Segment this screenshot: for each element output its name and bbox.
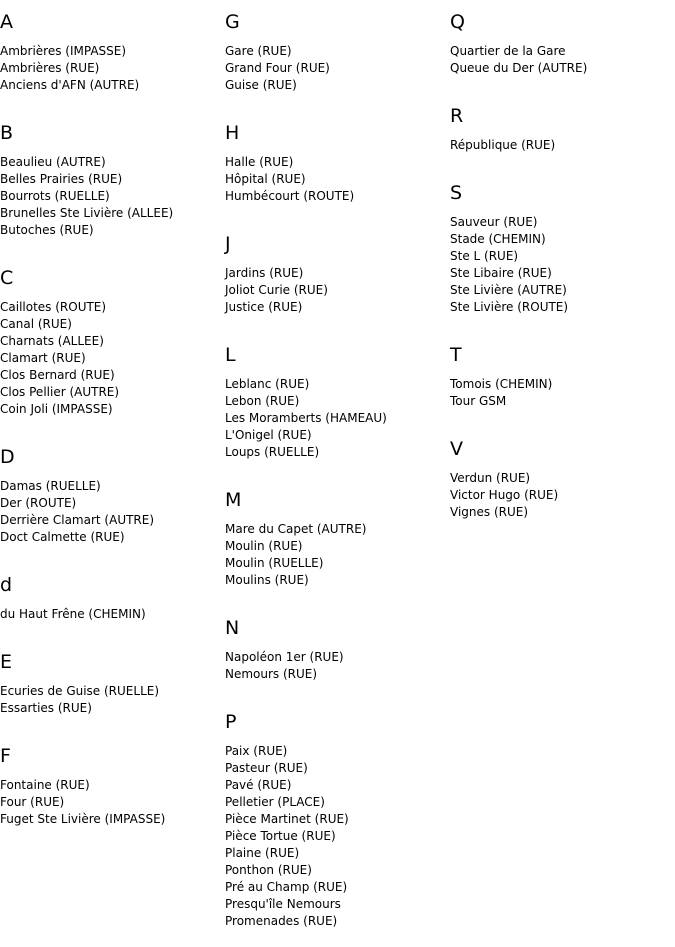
street-link[interactable]: Pièce Martinet (RUE) (225, 812, 349, 826)
street-link[interactable]: Victor Hugo (RUE) (450, 488, 559, 502)
street-link[interactable]: Guise (RUE) (225, 78, 297, 92)
letter-heading: V (450, 438, 463, 460)
street-link[interactable]: Vignes (RUE) (450, 505, 529, 519)
letter-group (0, 256, 225, 435)
letter-group (225, 478, 450, 606)
street-link[interactable]: Ecuries de Guise (RUELLE) (0, 684, 160, 698)
street-link[interactable]: Presqu'île Nemours (225, 897, 341, 911)
street-link[interactable]: Plaine (RUE) (225, 846, 300, 860)
letter-heading: B (0, 122, 14, 144)
street-list (225, 145, 450, 222)
street-link[interactable]: Clamart (RUE) (0, 351, 86, 365)
street-link[interactable]: Halle (RUE) (225, 155, 294, 169)
street-link[interactable]: Joliot Curie (RUE) (225, 283, 328, 297)
letter-heading: S (450, 182, 463, 204)
street-link[interactable]: Fuget Ste Livière (IMPASSE) (0, 812, 166, 826)
letter-group (450, 94, 675, 171)
letter-heading: d (0, 574, 13, 596)
street-link[interactable]: Brunelles Ste Livière (ALLEE) (0, 206, 174, 220)
street-link[interactable]: Der (ROUTE) (0, 496, 77, 510)
letter-heading: H (225, 122, 240, 144)
street-link[interactable]: Butoches (RUE) (0, 223, 94, 237)
letter-heading: A (0, 11, 13, 33)
street-list (225, 640, 450, 700)
street-link[interactable]: Moulin (RUE) (225, 539, 303, 553)
street-link[interactable]: Four (RUE) (0, 795, 65, 809)
letter-heading: Q (450, 11, 465, 33)
street-link[interactable]: République (RUE) (450, 138, 556, 152)
street-link[interactable]: Belles Prairies (RUE) (0, 172, 123, 186)
street-link[interactable]: Loups (RUELLE) (225, 445, 320, 459)
letter-heading: G (225, 11, 240, 33)
street-link[interactable]: Grand Four (RUE) (225, 61, 330, 75)
index-column-2 (225, 0, 450, 947)
street-link[interactable]: Pré au Champ (RUE) (225, 880, 348, 894)
street-link[interactable]: Moulins (RUE) (225, 573, 309, 587)
letter-heading: L (225, 344, 236, 366)
index-column-3 (450, 0, 675, 538)
street-link[interactable]: Promenades (RUE) (225, 914, 338, 928)
letter-group (450, 427, 675, 538)
street-link[interactable]: Paix (RUE) (225, 744, 288, 758)
letter-group (450, 0, 675, 94)
letter-group (225, 111, 450, 222)
street-link[interactable]: Gare (RUE) (225, 44, 292, 58)
street-list (450, 367, 675, 427)
street-list (450, 461, 675, 538)
street-link[interactable]: Pièce Tortue (RUE) (225, 829, 336, 843)
street-link[interactable]: Leblanc (RUE) (225, 377, 310, 391)
street-link[interactable]: Tomois (CHEMIN) (450, 377, 553, 391)
street-link[interactable]: Tour GSM (450, 394, 507, 408)
street-link[interactable]: Ambrières (IMPASSE) (0, 44, 127, 58)
letter-heading: R (450, 105, 464, 127)
street-link[interactable]: Napoléon 1er (RUE) (225, 650, 344, 664)
street-link[interactable]: Mare du Capet (AUTRE) (225, 522, 367, 536)
street-link[interactable]: Coin Joli (IMPASSE) (0, 402, 113, 416)
street-link[interactable]: Caillotes (ROUTE) (0, 300, 107, 314)
letter-group (450, 171, 675, 333)
street-link[interactable]: Anciens d'AFN (AUTRE) (0, 78, 140, 92)
street-link[interactable]: Moulin (RUELLE) (225, 556, 324, 570)
street-link[interactable]: du Haut Frêne (CHEMIN) (0, 607, 146, 621)
street-list (0, 768, 225, 845)
street-list (0, 469, 225, 563)
street-link[interactable]: Nemours (RUE) (225, 667, 318, 681)
letter-heading: P (225, 711, 237, 733)
street-link[interactable]: Clos Bernard (RUE) (0, 368, 115, 382)
street-link[interactable]: Doct Calmette (RUE) (0, 530, 125, 544)
street-list (225, 34, 450, 111)
street-list (225, 367, 450, 478)
street-link[interactable]: Justice (RUE) (225, 300, 303, 314)
street-link[interactable]: Pavé (RUE) (225, 778, 292, 792)
street-link[interactable]: Canal (RUE) (0, 317, 72, 331)
street-list (0, 145, 225, 256)
letter-heading: F (0, 745, 11, 767)
letter-group (0, 563, 225, 640)
letter-heading: C (0, 267, 14, 289)
street-list (225, 256, 450, 333)
street-link[interactable]: Stade (CHEMIN) (450, 232, 546, 246)
letter-heading: E (0, 651, 13, 673)
letter-heading: J (225, 233, 231, 255)
street-link[interactable]: Lebon (RUE) (225, 394, 300, 408)
street-link[interactable]: Clos Pellier (AUTRE) (0, 385, 120, 399)
letter-group (0, 640, 225, 734)
street-link[interactable]: Derrière Clamart (AUTRE) (0, 513, 155, 527)
letter-group (225, 222, 450, 333)
street-link[interactable]: L'Onigel (RUE) (225, 428, 312, 442)
street-link[interactable]: Ste L (RUE) (450, 249, 519, 263)
street-list (0, 34, 225, 111)
letter-heading: N (225, 617, 240, 639)
street-link[interactable]: Damas (RUELLE) (0, 479, 101, 493)
letter-group (0, 734, 225, 845)
street-list (450, 205, 675, 333)
street-link[interactable]: Pasteur (RUE) (225, 761, 308, 775)
street-link[interactable]: Ste Livière (AUTRE) (450, 283, 567, 297)
letter-group (225, 333, 450, 478)
letter-heading: D (0, 446, 15, 468)
letter-group (225, 0, 450, 111)
letter-group (225, 700, 450, 947)
street-link[interactable]: Beaulieu (AUTRE) (0, 155, 106, 169)
letter-group (0, 0, 225, 111)
street-link[interactable]: Ambrières (RUE) (0, 61, 100, 75)
street-link[interactable]: Les Moramberts (HAMEAU) (225, 411, 387, 425)
letter-group (225, 606, 450, 700)
street-link[interactable]: Hôpital (RUE) (225, 172, 306, 186)
street-list (225, 512, 450, 606)
letter-group (0, 435, 225, 563)
letter-group (450, 333, 675, 427)
street-list (0, 290, 225, 435)
street-list (0, 597, 225, 640)
street-link[interactable]: Ste Livière (ROUTE) (450, 300, 569, 314)
street-link[interactable]: Verdun (RUE) (450, 471, 531, 485)
street-link[interactable]: Quartier de la Gare (450, 44, 566, 58)
street-link[interactable]: Sauveur (RUE) (450, 215, 538, 229)
street-link[interactable]: Pelletier (PLACE) (225, 795, 325, 809)
street-link[interactable]: Queue du Der (AUTRE) (450, 61, 588, 75)
street-link[interactable]: Fontaine (RUE) (0, 778, 90, 792)
street-link[interactable]: Essarties (RUE) (0, 701, 92, 715)
street-list (450, 128, 675, 171)
street-link[interactable]: Charnats (ALLEE) (0, 334, 104, 348)
street-link[interactable]: Ste Libaire (RUE) (450, 266, 552, 280)
letter-heading: T (450, 344, 462, 366)
street-link[interactable]: Bourrots (RUELLE) (0, 189, 110, 203)
street-link[interactable]: Jardins (RUE) (225, 266, 304, 280)
street-link[interactable]: Humbécourt (ROUTE) (225, 189, 355, 203)
street-list (450, 34, 675, 94)
letter-heading: M (225, 489, 242, 511)
letter-group (0, 111, 225, 256)
street-link[interactable]: Ponthon (RUE) (225, 863, 312, 877)
street-list (0, 674, 225, 734)
street-list (225, 734, 450, 947)
index-column-1 (0, 0, 225, 845)
